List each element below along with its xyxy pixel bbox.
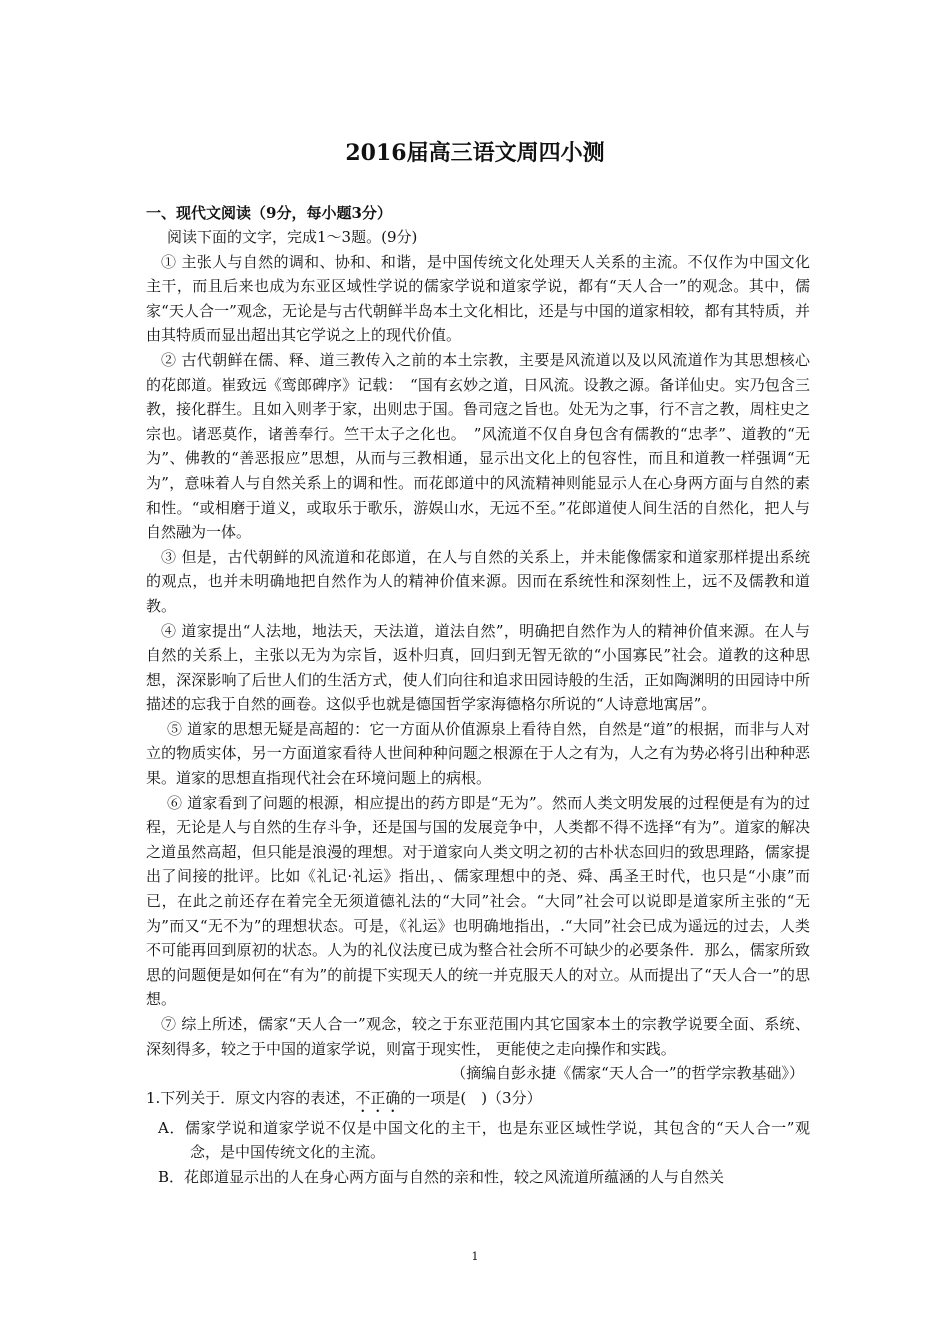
- question-stem-emphasis: 不正确: [355, 1088, 401, 1107]
- instruction-text: 阅读下面的文字，完成1～3题。(9分): [167, 228, 418, 246]
- page-number: 1: [471, 1250, 479, 1263]
- paragraph-7: ⑦ 综上所述，儒家“天人合一”观念，较之于东亚范围内其它国家本土的宗教学说要全面、系统、深刻得多，较之于中国的道家学说，则富于现实性， 更能使之走向操作和实践。: [146, 1015, 810, 1058]
- source-citation: （摘编自彭永捷《儒家“天人合一”的哲学宗教基础》）: [451, 1064, 804, 1083]
- question-1-stem: [146, 1086, 810, 1116]
- document-body: [146, 225, 810, 1190]
- section-heading: 一、现代文阅读（9分，每小题3分）: [146, 204, 392, 222]
- question-stem-after: 的一项是( )（3分）: [400, 1088, 542, 1107]
- paragraph-2: ② 古代朝鲜在儒、释、道三教传入之前的本土宗教，主要是风流道以及以风流道作为其思想核心的花郎道。崔致远《鸾郎碑序》记载： “国有玄妙之道，日风流。设教之源。备详仙史。实乃包含三教，接化群生。且如入则孝于家，出则忠于国。鲁司寇之旨也。处无为之事，行不言之教，周柱史之宗也。诸恶莫作，诸善奉行。竺干太子之化也。 ”风流道不仅自身包含有儒教的“忠孝”、道教的“无为”、佛教的“善恶报应”思想，从而与三教相通，显示出文化上的包容性，而且和道教一样强调“无为”，意味着人与自然关系上的调和性。而花郎道中的风流精神则能显示人在心身两方面与自然的素和性。“或相磨于道义，或取乐于歌乐，游娱山水，无远不至。”花郎道使人间生活的自然化，把人与自然融为一体。: [146, 350, 810, 542]
- question-1-option-a: A．儒家学说和道家学说不仅是中国文化的主干，也是东亚区域性学说，其包含的“天人合一”观念，是中国传统文化的主流。: [158, 1118, 810, 1162]
- document-title: 2016届高三语文周四小测: [345, 140, 605, 166]
- paragraph-4: ④ 道家提出“人法地，地法天，天法道，道法自然”，明确把自然作为人的精神价值来源。在人与自然的关系上，主张以无为为宗旨，返朴归真，回归到无智无欲的“小国寡民”社会。道教的这种思想，深深影响了后世人们的生活方式，使人们向往和追求田园诗般的生活，正如陶渊明的田园诗中所描述的忘我于自然的画卷。这似乎也就是德国哲学家海德格尔所说的“人诗意地寓居”。: [146, 621, 810, 714]
- paragraph-3: ③ 但是，古代朝鲜的风流道和花郎道，在人与自然的关系上，并未能像儒家和道家那样提出系统的观点，也并未明确地把自然作为人的精神价值来源。因而在系统性和深刻性上，远不及儒教和道教。: [146, 547, 810, 615]
- paragraph-5: ⑤ 道家的思想无疑是高超的：它一方面从价值源泉上看待自然，自然是“道”的根据，而非与人对立的物质实体，另一方面道家看待人世间种种问题之根源在于人之有为，人之有为势必将引出种种恶果。道家的思想直指现代社会在环境问题上的病根。: [146, 719, 810, 788]
- paragraph-6: ⑥ 道家看到了问题的根源，相应提出的药方即是“无为”。然而人类文明发展的过程便是有为的过程，无论是人与自然的生存斗争，还是国与国的发展竞争中，人类都不得不选择“有为”。道家的解决之道虽然高超，但只能是浪漫的理想。对于道家向人类文明之初的古朴状态回归的致思理路，儒家提出了间接的批评。比如《礼记·礼运》指出，、儒家理想中的尧、舜、禹圣王时代，也只是“小康”而已，在此之前还存在着完全无须道德礼法的“大同”社会。“大同”社会可以说即是道家所主张的“无为”而又“无不为”的理想状态。可是，《礼运》也明确地指出，.“大同”社会已成为遥远的过去，人类不可能再回到原初的状态。人为的礼仪法度已成为整合社会所不可缺少的必要条件．那么，儒家所致思的问题便是如何在“有为”的前提下实现天人的统一并克服天人的对立。从而提出了“天人合一”的思想。: [146, 793, 810, 1009]
- question-stem-before: 1.下列关于．原文内容的表述，: [146, 1088, 356, 1107]
- question-1-option-b: B．花郎道显示出的人在身心两方面与自然的亲和性，较之风流道所蕴涵的人与自然关: [158, 1167, 725, 1186]
- paragraph-1: ① 主张人与自然的调和、协和、和谐，是中国传统文化处理天人关系的主流。不仅作为中国文化主干，而且后来也成为东亚区域性学说的儒家学说和道家学说，都有“天人合一”的观念。其中，儒家“天人合一”观念，无论是与古代朝鲜半岛本土文化相比，还是与中国的道家相较，都有其特质，并由其特质而显出超出其它学说之上的现代价值。: [146, 252, 810, 345]
